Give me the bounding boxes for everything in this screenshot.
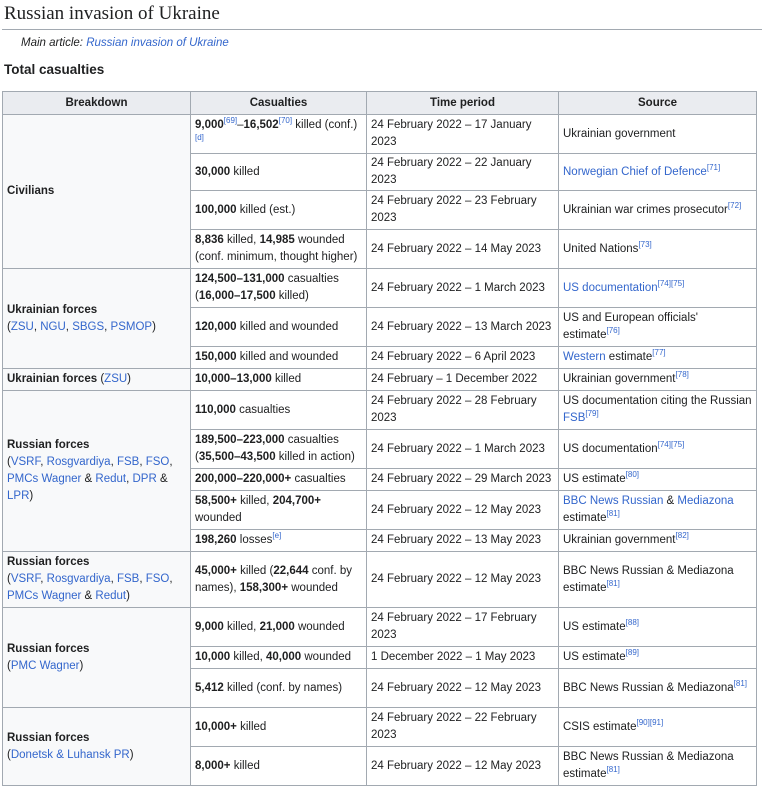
casualty-figure: 16,502 bbox=[243, 119, 279, 131]
header-casualties: Casualties bbox=[191, 92, 367, 115]
casualty-figure: 35,500–43,500 bbox=[198, 451, 276, 463]
casualty-figure: 100,000 bbox=[195, 203, 237, 216]
casualties-cell: 200,000–220,000+ casualties bbox=[191, 469, 367, 491]
casualties-cell: 10,000–13,000 killed bbox=[191, 369, 367, 391]
time-period-cell: 24 February 2022 – 1 March 2023 bbox=[367, 430, 559, 469]
source-cell: Western estimate[77] bbox=[559, 347, 757, 369]
source-cell: BBC News Russian & Mediazona estimate[81] bbox=[559, 747, 757, 786]
citation-link[interactable]: [71] bbox=[706, 162, 721, 172]
wiki-link[interactable]: ZSU bbox=[104, 373, 128, 385]
main-article-link[interactable]: Russian invasion of Ukraine bbox=[86, 37, 229, 49]
table-header-row bbox=[3, 92, 757, 115]
wiki-link[interactable]: Norwegian Chief of Defence bbox=[563, 165, 707, 178]
source-cell: BBC News Russian & Mediazona[81] bbox=[559, 669, 757, 708]
casualties-cell: 45,000+ killed (22,644 conf. by names), 158,300+ wounded bbox=[191, 552, 367, 608]
time-period-cell: 24 February 2022 – 6 April 2023 bbox=[367, 347, 559, 369]
casualty-figure: 8,836 bbox=[195, 234, 224, 246]
citation-sup bbox=[626, 470, 639, 479]
citation-sup bbox=[279, 116, 292, 125]
casualty-figure: 8,000+ bbox=[195, 759, 231, 772]
citation-link[interactable]: [74][75] bbox=[657, 439, 685, 449]
casualties-cell: 9,000[69]–16,502[70] killed (conf.)[d] bbox=[191, 115, 367, 154]
citation-link[interactable]: [88] bbox=[625, 617, 639, 627]
citation-link[interactable]: [e] bbox=[272, 531, 282, 541]
citation-link[interactable]: [73] bbox=[638, 239, 652, 249]
citation-link[interactable]: [79] bbox=[585, 409, 599, 419]
casualties-cell: 10,000 killed, 40,000 wounded bbox=[191, 647, 367, 669]
casualties-cell: 189,500–223,000 casualties (35,500–43,500 killed in action) bbox=[191, 430, 367, 469]
breakdown-units: (PMC Wagner) bbox=[7, 659, 84, 672]
wiki-link[interactable]: FSB bbox=[116, 456, 140, 468]
citation-link[interactable]: [81] bbox=[606, 765, 620, 775]
time-period-cell: 24 February 2022 – 12 May 2023 bbox=[367, 491, 559, 530]
citation-sup bbox=[224, 116, 237, 125]
casualties-cell: 8,836 killed, 14,985 wounded (conf. minimum, thought higher) bbox=[191, 230, 367, 269]
source-cell: BBC News Russian & Mediazona estimate[81] bbox=[559, 491, 757, 530]
casualty-figure: 10,000+ bbox=[195, 720, 237, 733]
wiki-link[interactable]: FSB bbox=[116, 573, 140, 585]
source-cell: Ukrainian government bbox=[559, 115, 757, 154]
table-body bbox=[3, 115, 757, 786]
source-cell: US estimate[80] bbox=[559, 469, 757, 491]
wiki-link[interactable]: Redut bbox=[95, 590, 127, 602]
table-row bbox=[3, 708, 757, 747]
casualties-cell: 150,000 killed and wounded bbox=[191, 347, 367, 369]
casualty-figure: 200,000–220,000+ bbox=[195, 473, 292, 485]
casualty-figure: 14,985 bbox=[259, 234, 295, 246]
table-row bbox=[3, 608, 757, 647]
citation-link[interactable]: [77] bbox=[652, 348, 666, 358]
breakdown-title: Russian forces bbox=[7, 642, 90, 655]
casualties-cell: 5,412 killed (conf. by names) bbox=[191, 669, 367, 708]
casualties-cell: 58,500+ killed, 204,700+ wounded bbox=[191, 491, 367, 530]
casualties-cell: 8,000+ killed bbox=[191, 747, 367, 786]
breakdown-title: Russian forces bbox=[7, 731, 90, 744]
citation-sup bbox=[658, 279, 685, 288]
source-cell: BBC News Russian & Mediazona estimate[81] bbox=[559, 552, 757, 608]
wiki-link[interactable]: FSB bbox=[563, 412, 586, 424]
casualty-figure: 110,000 bbox=[195, 403, 236, 416]
citation-link[interactable]: [82] bbox=[675, 531, 689, 541]
citation-link[interactable]: [89] bbox=[625, 648, 639, 658]
source-cell: United Nations[73] bbox=[559, 230, 757, 269]
wiki-link[interactable]: DPR bbox=[132, 473, 157, 485]
citation-sup bbox=[626, 648, 639, 657]
source-cell bbox=[559, 269, 757, 308]
casualty-figure: 40,000 bbox=[265, 651, 302, 663]
casualty-figure: 16,000–17,500 bbox=[198, 290, 276, 302]
casualty-figure: 45,000+ bbox=[195, 564, 237, 577]
table-row bbox=[3, 115, 757, 154]
source-cell: US estimate[88] bbox=[559, 608, 757, 647]
casualties-cell: 30,000 killed bbox=[191, 154, 367, 191]
citation-sup bbox=[606, 326, 619, 335]
breakdown-title: Civilians bbox=[7, 185, 55, 197]
casualty-figure: 198,260 bbox=[195, 534, 237, 546]
hatnote-prefix: Main article: bbox=[21, 37, 87, 49]
time-period-cell: 24 February 2022 – 17 January 2023 bbox=[367, 115, 559, 154]
wiki-link[interactable]: Rosgvardiya bbox=[46, 456, 111, 468]
citation-sup bbox=[606, 765, 619, 774]
wiki-link[interactable]: US documentation bbox=[563, 281, 658, 294]
breakdown-units: (VSRF, Rosgvardiya, FSB, FSO, PMCs Wagner & Redut, DPR & LPR) bbox=[7, 456, 173, 502]
table-row bbox=[3, 391, 757, 430]
breakdown-title: Russian forces bbox=[7, 556, 90, 568]
citation-link[interactable]: [81] bbox=[606, 509, 620, 519]
casualty-figure: 30,000 bbox=[195, 165, 231, 178]
source-cell: CSIS estimate[90][91] bbox=[559, 708, 757, 747]
breakdown-title: Ukrainian forces bbox=[7, 303, 98, 316]
time-period-cell: 24 February 2022 – 22 January 2023 bbox=[367, 154, 559, 191]
source-cell: US and European officials' estimate[76] bbox=[559, 308, 757, 347]
casualty-figure: 10,000 bbox=[195, 651, 231, 663]
breakdown-units: (VSRF, Rosgvardiya, FSB, FSO, PMCs Wagner & Redut) bbox=[7, 573, 173, 602]
citation-link[interactable]: [72] bbox=[727, 200, 742, 210]
wiki-link[interactable]: NGU bbox=[40, 320, 66, 333]
wiki-link[interactable]: Donetsk & Luhansk PR bbox=[10, 748, 130, 761]
wiki-link[interactable]: BBC News Russian bbox=[563, 495, 664, 507]
citation-sup bbox=[606, 579, 619, 588]
citation-sup bbox=[606, 509, 619, 518]
time-period-cell: 24 February 2022 – 17 February 2023 bbox=[367, 608, 559, 647]
casualty-figure: 21,000 bbox=[259, 620, 295, 633]
header-breakdown: Breakdown bbox=[3, 92, 191, 115]
wiki-link[interactable]: ZSU bbox=[10, 320, 34, 333]
source-cell: Ukrainian government[82] bbox=[559, 530, 757, 552]
citation-sup bbox=[734, 679, 747, 688]
breakdown-units: (ZSU) bbox=[100, 373, 132, 385]
citation-link[interactable]: [74][75] bbox=[657, 278, 685, 288]
citation-link[interactable]: [81] bbox=[733, 678, 748, 688]
casualty-figure: 204,700+ bbox=[272, 495, 321, 507]
breakdown-cell bbox=[3, 269, 191, 369]
header-time-period: Time period bbox=[367, 92, 559, 115]
wiki-link[interactable]: LPR bbox=[7, 490, 30, 502]
citation-link[interactable]: [69] bbox=[223, 116, 238, 126]
breakdown-cell bbox=[3, 115, 191, 269]
citation-sup bbox=[676, 370, 689, 379]
wiki-link[interactable]: VSRF bbox=[10, 573, 41, 585]
time-period-cell: 24 February 2022 – 12 May 2023 bbox=[367, 552, 559, 608]
wiki-link[interactable]: Western bbox=[563, 351, 606, 363]
casualty-figure: 10,000–13,000 bbox=[195, 373, 272, 385]
casualty-figure: 9,000 bbox=[195, 119, 224, 131]
time-period-cell: 24 February 2022 – 23 February 2023 bbox=[367, 191, 559, 230]
table-row bbox=[3, 369, 757, 391]
wiki-link[interactable]: SBGS bbox=[72, 320, 105, 333]
casualties-cell: 110,000 casualties bbox=[191, 391, 367, 430]
citation-sup bbox=[272, 531, 281, 540]
casualties-cell: 198,260 losses[e] bbox=[191, 530, 367, 552]
casualties-cell: 9,000 killed, 21,000 wounded bbox=[191, 608, 367, 647]
casualty-figure: 120,000 bbox=[195, 320, 237, 333]
section-title: Russian invasion of Ukraine bbox=[2, 0, 762, 30]
wiki-link[interactable]: PMCs Wagner bbox=[7, 473, 82, 485]
time-period-cell: 24 February 2022 – 12 May 2023 bbox=[367, 669, 559, 708]
citation-sup bbox=[652, 348, 665, 357]
casualty-figure: 158,300+ bbox=[239, 581, 289, 594]
source-cell bbox=[559, 154, 757, 191]
table-row bbox=[3, 269, 757, 308]
citation-sup bbox=[676, 531, 689, 540]
citation-link[interactable]: [81] bbox=[606, 578, 620, 588]
time-period-cell: 1 December 2022 – 1 May 2023 bbox=[367, 647, 559, 669]
casualty-figure: 124,500–131,000 bbox=[195, 273, 285, 285]
casualties-table bbox=[2, 91, 757, 786]
breakdown-cell bbox=[3, 608, 191, 708]
citation-sup bbox=[585, 409, 598, 418]
citation-link[interactable]: [76] bbox=[606, 326, 620, 336]
wiki-link[interactable]: PSMOP bbox=[110, 320, 153, 333]
time-period-cell: 24 February 2022 – 28 February 2023 bbox=[367, 391, 559, 430]
wiki-link[interactable]: PMC Wagner bbox=[10, 659, 80, 672]
wiki-link[interactable]: FSO bbox=[145, 573, 170, 585]
casualty-figure: 5,412 bbox=[195, 681, 224, 694]
wiki-link[interactable]: VSRF bbox=[10, 456, 41, 468]
citation-sup bbox=[658, 440, 685, 449]
time-period-cell: 24 February 2022 – 1 March 2023 bbox=[367, 269, 559, 308]
citation-sup bbox=[707, 163, 720, 172]
casualties-cell: 124,500–131,000 casualties (16,000–17,500 killed) bbox=[191, 269, 367, 308]
wiki-link[interactable]: Redut bbox=[95, 473, 127, 485]
header-source: Source bbox=[559, 92, 757, 115]
citation-link[interactable]: [d] bbox=[195, 133, 204, 143]
breakdown-title: Ukrainian forces bbox=[7, 373, 98, 385]
time-period-cell: 24 February 2022 – 14 May 2023 bbox=[367, 230, 559, 269]
casualties-cell: 10,000+ killed bbox=[191, 708, 367, 747]
citation-link[interactable]: [90][91] bbox=[636, 717, 664, 727]
source-cell: US estimate[89] bbox=[559, 647, 757, 669]
citation-sup bbox=[195, 133, 204, 142]
casualty-figure: 189,500–223,000 bbox=[195, 434, 285, 446]
time-period-cell: 24 February 2022 – 12 May 2023 bbox=[367, 747, 559, 786]
source-cell: US documentation[74][75] bbox=[559, 430, 757, 469]
time-period-cell: 24 February – 1 December 2022 bbox=[367, 369, 559, 391]
table-row bbox=[3, 552, 757, 608]
source-cell: Ukrainian government[78] bbox=[559, 369, 757, 391]
wiki-link[interactable]: Rosgvardiya bbox=[46, 573, 111, 585]
source-cell: Ukrainian war crimes prosecutor[72] bbox=[559, 191, 757, 230]
citation-sup bbox=[638, 240, 651, 249]
citation-sup bbox=[728, 201, 741, 210]
wiki-link[interactable]: PMCs Wagner bbox=[7, 590, 82, 602]
breakdown-units: (ZSU, NGU, SBGS, PSMOP) bbox=[7, 320, 156, 333]
breakdown-cell bbox=[3, 391, 191, 552]
casualties-cell: 120,000 killed and wounded bbox=[191, 308, 367, 347]
time-period-cell: 24 February 2022 – 13 March 2023 bbox=[367, 308, 559, 347]
time-period-cell: 24 February 2022 – 13 May 2023 bbox=[367, 530, 559, 552]
source-cell: US documentation citing the Russian FSB[79] bbox=[559, 391, 757, 430]
hatnote bbox=[2, 30, 762, 50]
subsection-title: Total casualties bbox=[4, 62, 105, 77]
breakdown-title: Russian forces bbox=[7, 439, 90, 451]
casualty-figure: 22,644 bbox=[273, 564, 309, 577]
casualties-cell: 100,000 killed (est.) bbox=[191, 191, 367, 230]
citation-sup bbox=[637, 718, 664, 727]
breakdown-units: (Donetsk & Luhansk PR) bbox=[7, 748, 134, 761]
breakdown-cell bbox=[3, 369, 191, 391]
wiki-link[interactable]: FSO bbox=[145, 456, 170, 468]
breakdown-cell bbox=[3, 552, 191, 608]
time-period-cell: 24 February 2022 – 29 March 2023 bbox=[367, 469, 559, 491]
time-period-cell: 24 February 2022 – 22 February 2023 bbox=[367, 708, 559, 747]
citation-link[interactable]: [70] bbox=[278, 116, 293, 126]
wiki-link[interactable]: Mediazona bbox=[677, 495, 734, 507]
citation-link[interactable]: [78] bbox=[675, 370, 689, 380]
citation-link[interactable]: [80] bbox=[625, 470, 639, 480]
breakdown-cell bbox=[3, 708, 191, 786]
casualty-figure: 9,000 bbox=[195, 620, 224, 633]
casualty-figure: 58,500+ bbox=[195, 495, 237, 507]
citation-sup bbox=[626, 618, 639, 627]
casualty-figure: 150,000 bbox=[195, 351, 237, 363]
